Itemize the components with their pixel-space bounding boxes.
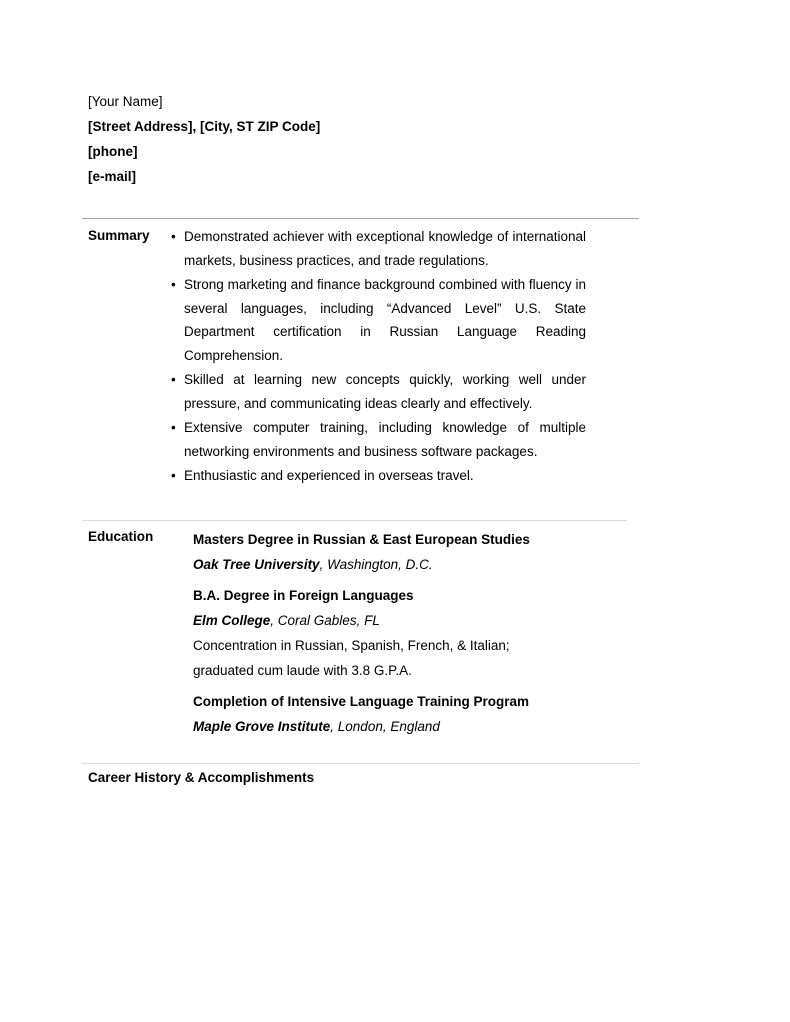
contact-address: [Street Address], [City, ST ZIP Code]	[88, 119, 321, 134]
school-location: , Coral Gables, FL	[270, 613, 380, 628]
bullet-icon: •	[171, 277, 176, 292]
bullet-icon: •	[171, 420, 176, 435]
school-name: Maple Grove Institute	[193, 719, 331, 734]
education-entry	[193, 527, 613, 577]
summary-item-text: Enthusiastic and experienced in overseas travel.	[184, 468, 474, 483]
divider-contact	[82, 218, 639, 219]
education-note: graduated cum laude with 3.8 G.P.A.	[193, 663, 412, 678]
contact-email: [e-mail]	[88, 169, 137, 184]
summary-item	[170, 464, 586, 488]
degree-title: Completion of Intensive Language Training Program	[193, 694, 530, 709]
contact-name: [Your Name]	[88, 94, 163, 109]
summary-item	[170, 368, 586, 415]
education-entry	[193, 689, 613, 739]
summary-item	[170, 273, 586, 367]
summary-item	[170, 225, 586, 272]
school-name: Elm College	[193, 613, 271, 628]
career-heading: Career History & Accomplishments	[88, 770, 315, 785]
school-line	[193, 714, 613, 739]
school-line	[193, 608, 613, 633]
bullet-icon: •	[171, 468, 176, 483]
summary-item-text: Skilled at learning new concepts quickly, working well under pressure, and communicating ideas clearly and effectively.	[184, 372, 586, 411]
school-location: , London, England	[330, 719, 440, 734]
bullet-icon: •	[171, 229, 176, 244]
contact-phone: [phone]	[88, 144, 138, 159]
school-line	[193, 552, 613, 577]
school-name: Oak Tree University	[193, 557, 320, 572]
divider-summary	[82, 520, 627, 521]
education-entry	[193, 583, 613, 683]
summary-item-text: Strong marketing and finance background combined with fluency in several languages, including “Advanced Level” U.S. State Department certification in Russian Language Reading Comprehension.	[184, 277, 586, 363]
school-location: , Washington, D.C.	[319, 557, 433, 572]
education-note: Concentration in Russian, Spanish, French, & Italian;	[193, 638, 510, 653]
summary-item-text: Extensive computer training, including knowledge of multiple networking environments and business software packages.	[184, 420, 586, 459]
education-heading: Education	[88, 529, 154, 544]
summary-heading: Summary	[88, 228, 150, 243]
divider-education	[82, 763, 639, 764]
summary-list	[170, 225, 586, 489]
summary-item-text: Demonstrated achiever with exceptional knowledge of international markets, business practices, and trade regulations.	[184, 229, 586, 268]
education-list	[193, 527, 613, 745]
contact-block	[88, 92, 320, 192]
summary-item	[170, 416, 586, 463]
bullet-icon: •	[171, 372, 176, 387]
degree-title: B.A. Degree in Foreign Languages	[193, 588, 414, 603]
degree-title: Masters Degree in Russian & East European Studies	[193, 532, 530, 547]
